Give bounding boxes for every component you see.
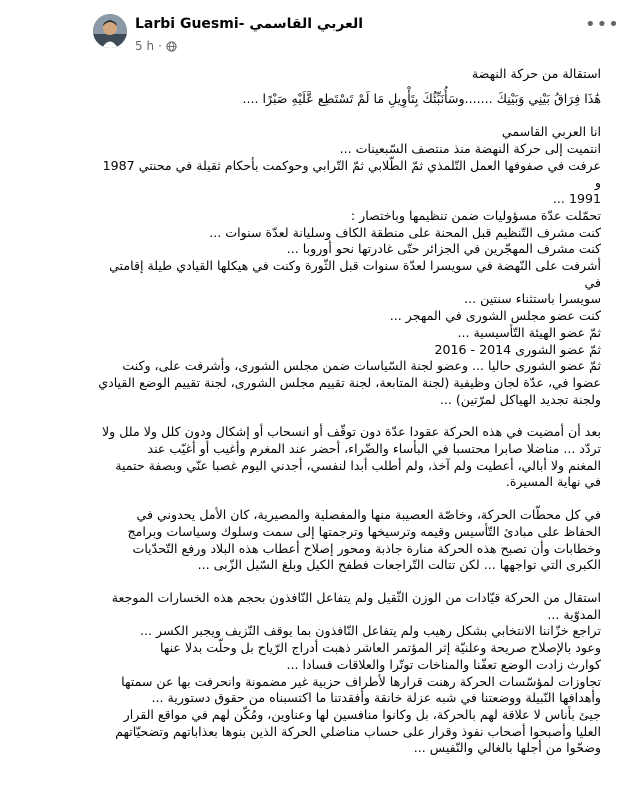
- text-line: الكبرى التي تواجهها ... لكن تتالت التّراجعات فطفح الكيل وبلغ السّيل الزّبى ...: [197, 557, 601, 573]
- text-line: وخطابات وأن تصبح هذه الحركة منارة جاذبة ومحور إصلاح أعطاب هذه البلاد ورفع التّحدّيات: [132, 540, 601, 556]
- text-line: وعود بالإصلاح صريحة وعلنيّة إثر المؤتمر العاشر ذهبت أدراج الرّياح بل وحلّت بدلا عنها: [159, 640, 601, 656]
- text-line: عضوا في، عدّة لجان وظيفية (لجنة المتابعة، لجنة تقييم مجلس الشورى، لجنة تقييم الوضع القيادي: [98, 374, 601, 390]
- paragraph-3: [93, 507, 601, 574]
- text-line: ثمّ عضو الشورى 2014 - 2016: [434, 341, 601, 357]
- text-line: 1991 ...: [552, 191, 601, 207]
- text-line: تجاوزات لمؤسّسات الحركة رهنت قرارها لأطراف حزبية غير مضمونة وانحرفت بها عن سمتها: [121, 673, 601, 689]
- post-verse: هَٰذَا فِرَاقُ بَيْنِي وَبَيْنِكَ .......وسَأُنَبِّئُكَ بِتَأْوِيلِ مَا لَمْ تَسْتَطِع عَّلَيْهِ صَبْرًا ....: [242, 90, 601, 106]
- text-line: وضحّوا من أجلها بالغالي والنّفيس ...: [413, 740, 601, 756]
- text-line: في كل محطّات الحركة، وخاصّة العصيبة منها والمفصلية والمصيرية، كان الأمل يحدوني في: [136, 507, 601, 523]
- post-time[interactable]: 5 h: [135, 39, 155, 53]
- text-line: في نهاية المسيرة.: [505, 474, 601, 490]
- post-title: استقالة من حركة النهضة: [471, 66, 601, 81]
- text-line: انا العربي القاسمي: [501, 124, 601, 140]
- text-line: استقال من الحركة قيّادات من الوزن الثّقيل ولم يتفاعل النّافذون بحجم هذه الخسارات الموجعة: [111, 589, 601, 605]
- text-line: تراجع خزّاننا الانتخابي بشكل رهيب ولم يتفاعل النّافذون بما يوقف النّزيف ويجبر الكسر ...: [139, 623, 601, 639]
- text-line: المغنم ولا أبالي، أعطيت ولم آخذ، ولم أطلب أبدا لنفسي، أجدني اليوم غصبا عنّي وبصفة حتمية: [115, 457, 601, 473]
- meta-separator: ·: [158, 39, 162, 53]
- text-line: تردّد ... مناضلا صابرا محتسبا في البأساء والضّراء، أحضر عند المغرم وأغيب أو أغيّب عند: [147, 441, 601, 457]
- text-line: ثمّ عضو الشورى حاليا ... وعضو لجنة السّياسات ضمن مجلس الشورى، وأشرفت على، وكنت: [122, 358, 601, 374]
- paragraph-4: [93, 590, 601, 757]
- paragraph-2: [93, 424, 601, 491]
- text-line: وأهدافها النّبيلة ووضعتنا في شبه عزلة خانقة وأفقدتنا ما اكتسبناه من حقوق دستورية ...: [151, 690, 601, 706]
- author-name[interactable]: Larbi Guesmi- العربي القاسمي: [135, 16, 363, 32]
- text-line: بعد أن أمضيت في هذه الحركة عقودا عدّة دون توقّف أو انسحاب أو إشكال ودون كلل ولا ملل ولا: [101, 424, 601, 440]
- avatar-photo: [93, 14, 127, 48]
- text-line: العليا وأصبحوا أصحاب نفوذ وقرار على حساب مناضلي الحركة الذين بنوها بعذاباتهم وتضحيّاتهم: [115, 723, 601, 739]
- text-line: كوارث زادت الوضع تعفّنا والمناخات توتّرا والعلاقات فسادا ...: [286, 656, 601, 672]
- text-line: سويسرا باستثناء سنتين ...: [464, 291, 601, 307]
- post-body: [93, 66, 601, 773]
- text-line: أشرفت على النّهضة في سويسرا لعدّة سنوات قبل الثّورة وكنت في هيكلها القيادي طيلة إقامتي في: [109, 258, 601, 290]
- text-line: ثمّ عضو الهيئة التّأسيسية ...: [457, 324, 601, 340]
- post-title-block: [93, 66, 601, 107]
- avatar[interactable]: [93, 14, 127, 48]
- text-line: كنت مشرف المهجّرين في الجزائر حتّى غادرتها نحو أوروبا ...: [286, 241, 601, 257]
- text-line: الحفاظ على مبادئ التّأسيس وقيمه وترسيخها وترجمتها إلى سمت وسلوك وسياسات وبرامج: [127, 523, 601, 539]
- text-line: المدوّية ...: [547, 606, 601, 622]
- globe-icon[interactable]: [166, 41, 177, 52]
- more-options-icon[interactable]: •••: [585, 14, 620, 35]
- post-header: [93, 8, 620, 60]
- text-line: تحمّلت عدّة مسؤوليات ضمن تنظيمها وباختصار :: [350, 207, 601, 223]
- post-meta: [135, 39, 177, 53]
- text-line: عرفت في صفوفها العمل التّلمذي ثمّ الطّلابي ثمّ التّرابي وحوكمت بأحكام ثقيلة في محنتي 1987 و: [102, 157, 601, 190]
- text-line: جيئ بأناس لا علاقة لهم بالحركة، بل وكانوا منافسين لها وعناوين، ومُكّن لهم في مواقع القرار: [123, 706, 601, 722]
- text-line: ولجنة تجديد الهياكل لمرّتين) ...: [439, 391, 601, 407]
- intro-paragraph: [93, 124, 601, 408]
- text-line: كنت مشرف التّنظيم قبل المحنة على منطقة الكاف وسليانة لعدّة سنوات ...: [209, 224, 601, 240]
- text-line: انتميت إلى حركة النهضة منذ منتصف السّبعينات ...: [339, 141, 601, 157]
- text-line: كنت عضو مجلس الشورى في المهجر ...: [389, 308, 601, 324]
